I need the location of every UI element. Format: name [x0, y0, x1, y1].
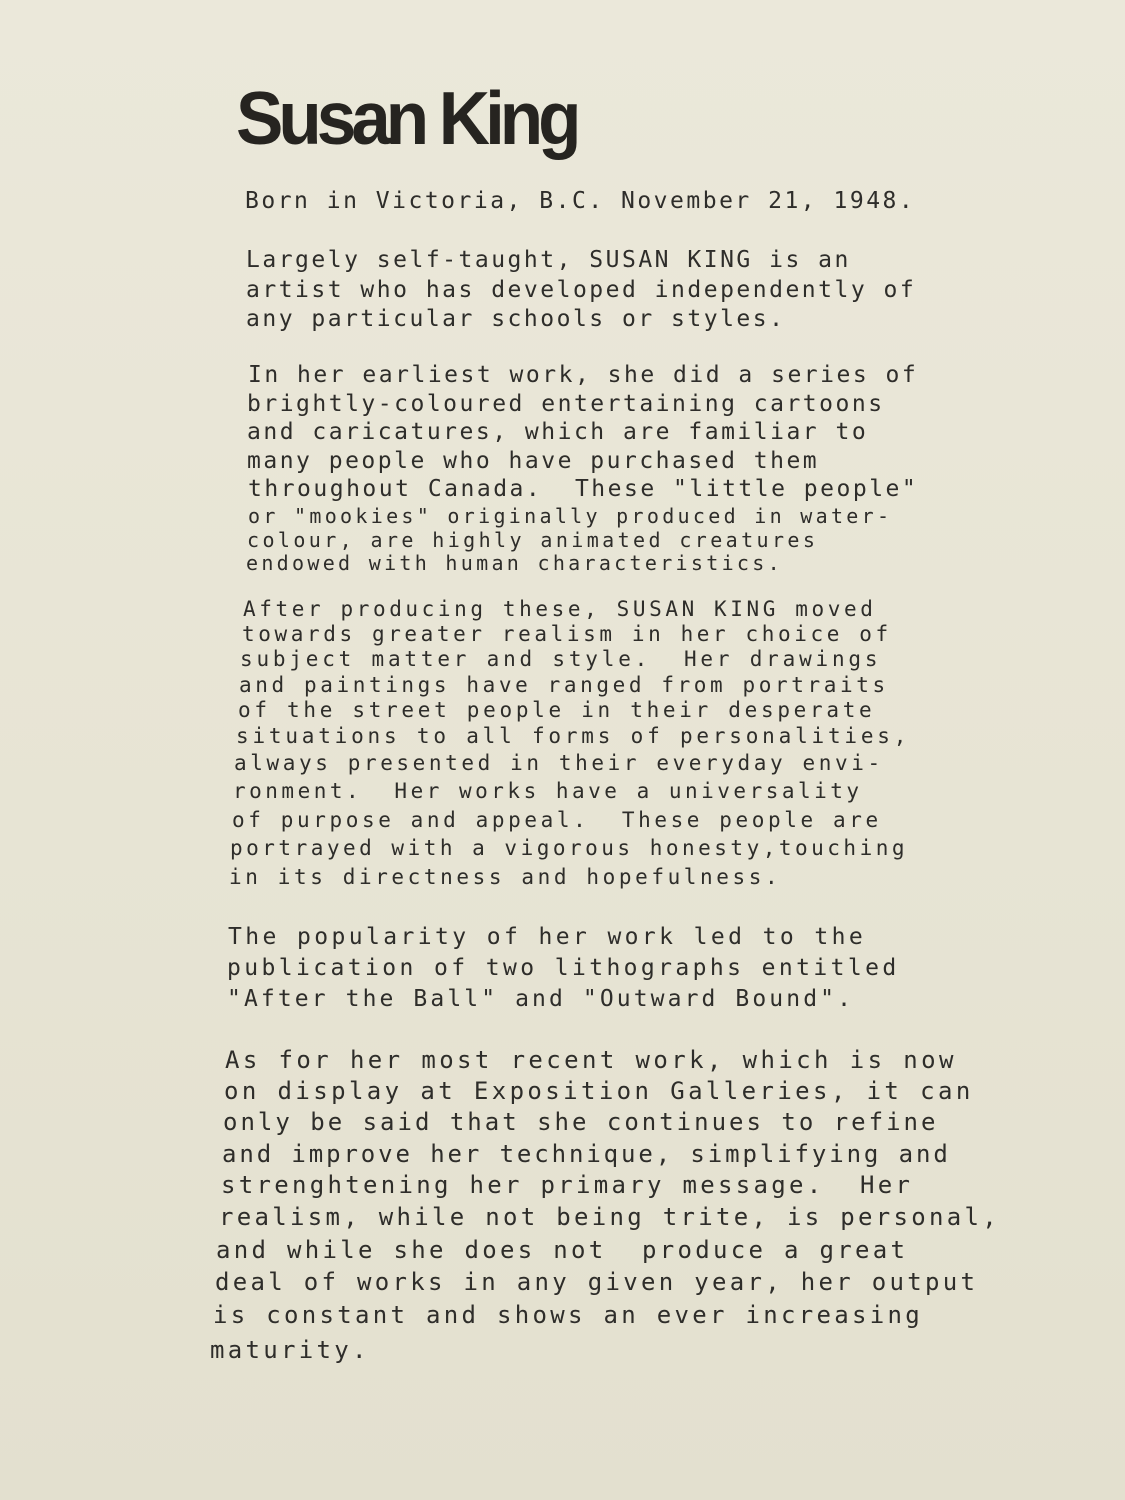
body-line: The popularity of her work led to the: [228, 924, 867, 950]
body-line: strenghtening her primary message. Her: [221, 1171, 914, 1199]
body-line: and improve her technique, simplifying and: [222, 1140, 951, 1168]
body-line: is constant and shows an ever increasing: [213, 1301, 923, 1329]
body-line: throughout Canada. These "little people": [248, 476, 919, 502]
body-line: many people who have purchased them: [247, 448, 820, 474]
body-line: publication of two lithographs entitled: [227, 955, 900, 981]
body-line: in its directness and hopefulness.: [229, 865, 782, 889]
body-line: always presented in their everyday envi-: [234, 751, 884, 775]
body-line: After producing these, SUSAN KING moved: [243, 597, 877, 621]
body-line: In her earliest work, she did a series of: [248, 362, 919, 388]
body-line: only be said that she continues to refine: [223, 1108, 939, 1136]
document-title: Susan King: [236, 77, 577, 162]
body-line: and while she does not produce a great: [216, 1236, 909, 1264]
body-line: "After the Ball" and "Outward Bound".: [227, 986, 855, 1012]
body-line: As for her most recent work, which is now: [225, 1046, 957, 1074]
body-line: situations to all forms of personalities,: [236, 724, 911, 748]
body-line: towards greater realism in her choice of: [242, 622, 892, 646]
body-line: on display at Exposition Galleries, it can: [224, 1077, 974, 1105]
body-line: realism, while not being trite, is personal,: [219, 1203, 1000, 1231]
body-line: brightly-coloured entertaining cartoons: [247, 391, 885, 417]
body-line: maturity.: [210, 1336, 370, 1364]
body-line: ronment. Her works have a universality: [233, 779, 863, 803]
body-line: colour, are highly animated creatures: [247, 528, 819, 552]
body-line: artist who has developed independently of: [246, 277, 917, 303]
body-line: Largely self-taught, SUSAN KING is an: [246, 247, 851, 273]
body-line: Born in Victoria, B.C. November 21, 1948.: [245, 188, 916, 214]
body-line: subject matter and style. Her drawings: [240, 647, 882, 671]
body-line: of the street people in their desperate: [238, 698, 876, 722]
body-line: or "mookies" originally produced in water-: [248, 504, 893, 528]
body-line: of purpose and appeal. These people are: [232, 808, 882, 832]
body-line: and paintings have ranged from portraits: [239, 673, 889, 697]
body-line: portrayed with a vigorous honesty,touching: [230, 836, 909, 860]
body-line: deal of works in any given year, her output: [215, 1268, 979, 1296]
body-line: any particular schools or styles.: [246, 306, 786, 332]
body-line: and caricatures, which are familiar to: [247, 419, 869, 445]
body-line: endowed with human characteristics.: [246, 551, 783, 575]
